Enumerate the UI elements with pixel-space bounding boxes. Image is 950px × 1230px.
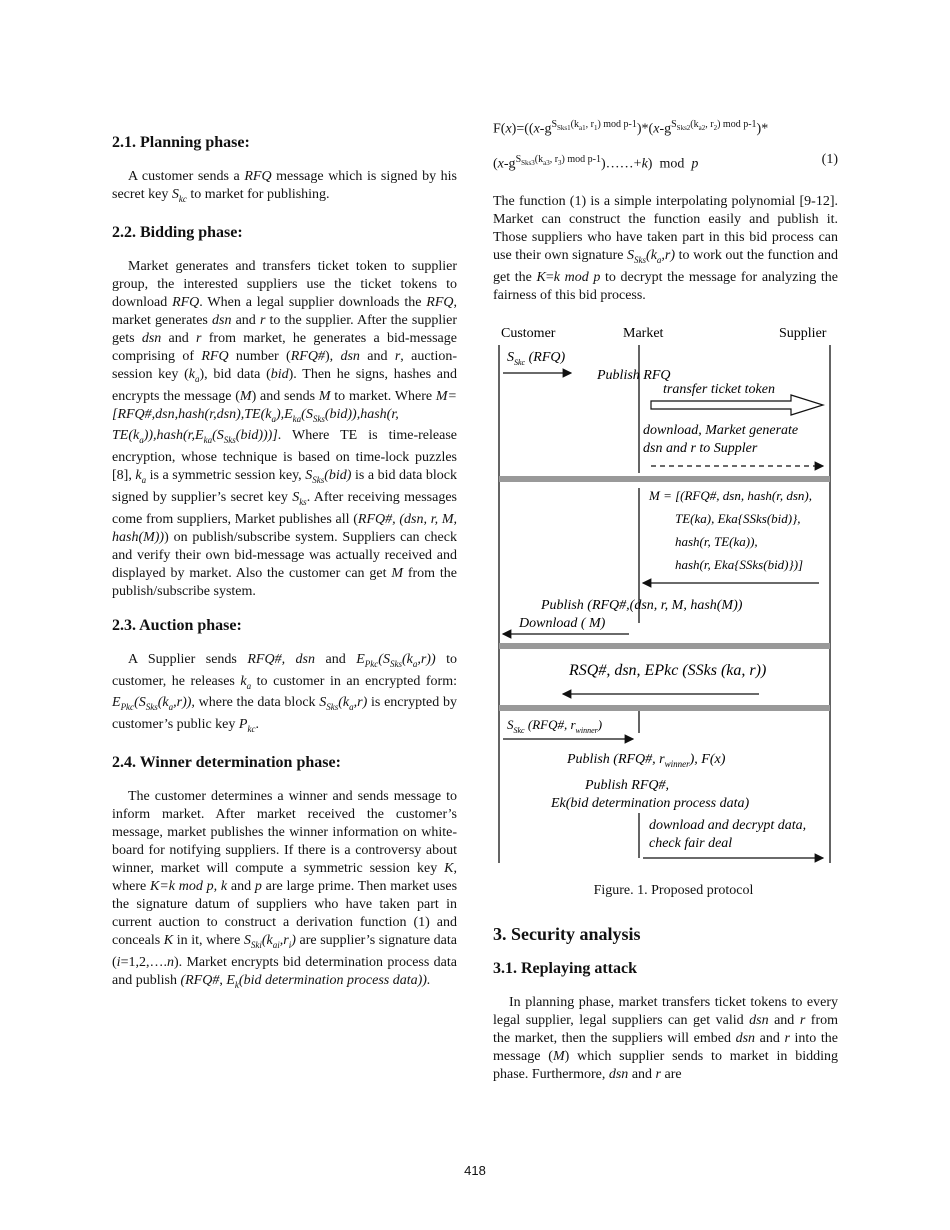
col-customer: Customer (501, 326, 556, 342)
col-market: Market (623, 326, 664, 342)
rsq-label: RSQ#, dsn, EPkc (SSks (ka, r)) (569, 662, 767, 680)
decrypt-label-2: check fair deal (649, 836, 733, 852)
phase-separator-2 (499, 643, 830, 649)
section-3-1-title: 3.1. Replaying attack (493, 960, 637, 978)
publish-winner-label: Publish (RFQ#, $r_{winner}$), F(x) (567, 752, 726, 770)
section-2-4-title: 2.4. Winner determination phase: (112, 753, 341, 771)
section-3-title: 3. Security analysis (493, 924, 641, 945)
download-generate-label-2: dsn and r to Suppler (643, 441, 758, 457)
ek-label: Ek(bid determination process data) (551, 796, 750, 812)
decrypt-label-1: download and decrypt data, (649, 818, 807, 834)
m-formula-line-3: hash(r, TE(ka)), (675, 534, 758, 550)
phase-separator-1 (499, 476, 830, 482)
section-2-4-paragraph: The customer determines a winner and sends message to inform market. After market received the customer’s message, market publishes the winner information on white-board for notifying suppliers. If there is a controversy about winner, market will compute a symmetric session key K, where K=k mod p, k and p are large prime. Then market uses the signature datum of suppliers who have taken part in current auction to construct a derivation function (1) and conceals K in it, where $S_{Ski}(k_{ai},r_i)$ are supplier’s signature data (i=1,2,….n). Market encrypts bid determination process data and publish (RFQ#, $E_k(bid$ determination process data)). (112, 788, 458, 990)
msg-signed-rfq: $S_{Skc}$ (RFQ) (507, 350, 566, 368)
section-2-3-paragraph: A Supplier sends RFQ#, dsn and $E_{Pkc}(S_{Sks}(k_a,r))$ to customer, he releases $k_a$ to customer in an encrypted form: $E_{Pkc}(S_{Sks}(k_a,r))$, where the data block $S_{Sks}(k_a,r)$ is encrypted by customer’s public key $P_{kc}$. (112, 651, 458, 734)
formula-block (493, 110, 838, 179)
right-column (493, 110, 838, 1084)
phase-separator-3 (499, 705, 830, 711)
section-2-1-paragraph: A customer sends a RFQ message which is signed by his secret key $S_{kc}$ to market for publishing. (112, 169, 458, 204)
m-formula-line-4: hash(r, Eka{SSks(bid)})] (675, 557, 804, 573)
section-2-1-title: 2.1. Planning phase: (112, 134, 250, 151)
left-column (112, 110, 457, 994)
section-2-2-title: 2.2. Bidding phase: (112, 223, 243, 241)
publish-rfq-label: Publish RFQ (597, 368, 671, 384)
formula-explanation: The function (1) is a simple interpolating polynomial [9-12]. Market can construct the function easily and publish it. Those suppliers who have taken part in this bid process can use their own signature $S_{Sks}(k_a,r)$ to work out the function and get the K=k mod p to decrypt the message for analyzing the fairness of this bid process. (493, 194, 839, 304)
download-m-label: Download ( M) (519, 616, 606, 632)
section-3-1-paragraph: In planning phase, market transfers ticket tokens to every legal supplier, legal suppliers can get valid dsn and r from the market, then the suppliers will embed dsn and r into the message (M) which supplier sends to market in bidding phase. Furthermore, dsn and r are (493, 995, 839, 1083)
publish-m-label: Publish (RFQ#,(dsn, r, M, hash(M)) (541, 598, 743, 614)
formula-number: (1) (821, 151, 838, 167)
download-generate-label-1: download, Market generate (643, 423, 799, 439)
transfer-ticket-arrow (651, 395, 823, 415)
m-formula-line-1: M = [(RFQ#, dsn, hash(r, dsn), (649, 488, 812, 504)
transfer-ticket-label: transfer ticket token (663, 382, 775, 398)
formula-line-1: $F(x)=((x-g^{S_{Sks1}(k_{a1}, r_1) mod p-1})*(x-g^{S_{Sks2}(k_{a2}, r_2) mod p-1})*$ (493, 119, 769, 137)
page-number: 418 (464, 1163, 486, 1178)
section-2-2-paragraph: Market generates and transfers ticket token to supplier group, the interested suppliers use the ticket tokens to download RFQ. When a legal supplier downloads the RFQ, market generates dsn and r to the supplier. After the supplier gets dsn and r from market, he generates a bid-message comprising of RFQ number (RFQ#), dsn and r, auction-session key $(k_a)$, bid data (bid). Then he signs, hashes and encrypts the message (M) and sends M to market. Where $M=[RFQ\#,dsn,hash(r,dsn),TE(k_a),E_{ka}(S_{Sks}(bid)),hash(r$, $TE(k_a)),hash(r,E_{ka}(S_{Sks}(bid)))$]. Where TE is time-release encryption, whose technique is based on time-lock puzzles [8], $k_a$ is a symmetric session key, $S_{Sks}(bid)$ is a bid data block signed by supplier’s secret key $S_{ks}$. After receiving messages come from suppliers, Market publishes all (RFQ#, (dsn, r, M, hash(M))) on publish/subscribe system. Suppliers can check and verify their own bid-message was actually received and displayed by market. Also the customer can get M from the publish/subscribe system. (112, 258, 458, 599)
publish-rfq2-label: Publish RFQ#, (585, 778, 669, 794)
formula-line-2: $(x-g^{S_{Sks3}(k_{a3}, r_3) mod p-1})\dots\dots+k$) mod p (1) (493, 145, 838, 180)
col-supplier: Supplier (779, 326, 827, 342)
m-formula-line-2: TE(ka), Eka{SSks(bid)}, (675, 511, 801, 527)
section-2-3-title: 2.3. Auction phase: (112, 616, 242, 634)
protocol-figure (493, 323, 838, 868)
winner-message: $S_{Skc}$ (RFQ#, $r_{winner}$) (507, 717, 603, 736)
figure-caption: Figure. 1. Proposed protocol (593, 883, 754, 899)
